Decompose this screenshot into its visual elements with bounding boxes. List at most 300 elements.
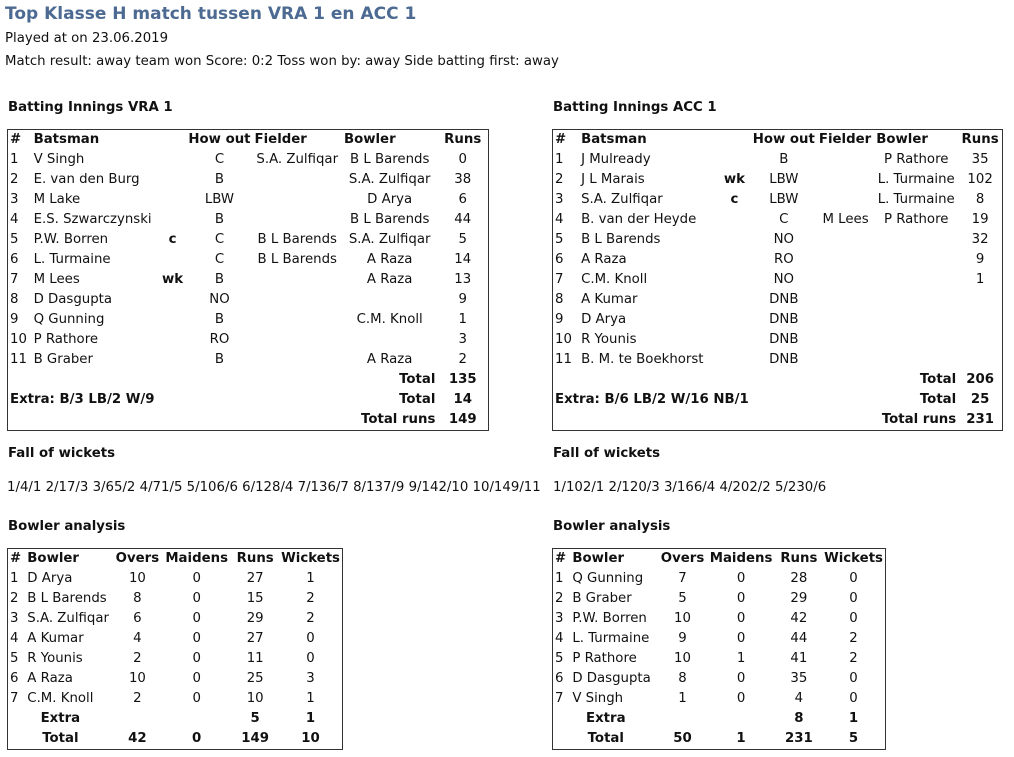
cell-bowler: P.W. Borren — [572, 611, 647, 626]
cell-runs: 5 — [458, 232, 467, 247]
cell-overs: 2 — [133, 651, 142, 666]
cell-batsman: V Singh — [33, 152, 85, 167]
cell-how-out: LBW — [769, 192, 799, 207]
cell-bowler: L. Turmaine — [877, 192, 955, 207]
cell-bowler: B L Barends — [349, 152, 430, 167]
cell-bowler — [874, 290, 958, 310]
fall-of-wickets-acc: 1/102/1 2/120/3 3/166/4 4/202/2 5/230/6 — [553, 480, 827, 495]
cell-how-out: B — [214, 352, 225, 367]
cell-wickets: 0 — [306, 631, 315, 646]
cell-batsman: C.M. Knoll — [581, 272, 648, 287]
cell-fielder — [253, 170, 342, 190]
bowler-row — [8, 589, 342, 609]
cell-how-out: DNB — [769, 312, 799, 327]
extras-text: Extra: B/3 LB/2 W/9 — [10, 392, 155, 407]
cell-runs: 35 — [971, 152, 989, 167]
col-header-num: # — [555, 132, 567, 147]
cell-batsman: D Dasgupta — [33, 292, 113, 307]
cell-how-out: B — [214, 272, 225, 287]
bowler-header-row — [8, 549, 342, 569]
cell-runs: 15 — [246, 591, 264, 606]
cell-num: 5 — [10, 651, 19, 666]
cell-num: 5 — [555, 651, 564, 666]
cell-batsman: Q Gunning — [33, 312, 105, 327]
bowler-row — [8, 649, 342, 669]
cell-maidens: 1 — [736, 651, 746, 666]
bowler-row — [8, 669, 342, 689]
batting-innings-heading-acc: Batting Innings ACC 1 — [553, 100, 717, 115]
cell-role — [718, 350, 751, 370]
cell-batsman: M Lees — [33, 272, 80, 287]
empty-cell — [659, 709, 707, 729]
batting-total-row — [8, 370, 488, 390]
cell-num: 6 — [10, 671, 19, 686]
col-header-maidens: Maidens — [709, 551, 773, 566]
fall-of-wickets-heading-vra: Fall of wickets — [8, 446, 116, 461]
extras-row — [553, 390, 1002, 410]
bowler-table-acc — [552, 548, 886, 750]
batting-header-row — [8, 130, 488, 150]
bowler-total-row — [553, 729, 885, 749]
cell-runs: 14 — [454, 252, 472, 267]
cell-how-out: C — [779, 212, 789, 227]
cell-runs: 8 — [975, 192, 985, 207]
cell-maidens: 0 — [736, 671, 746, 686]
cell-wickets: 0 — [306, 651, 315, 666]
cell-bowler: D Arya — [27, 571, 73, 586]
bowler-analysis-heading-acc: Bowler analysis — [553, 519, 671, 534]
cell-num: 2 — [555, 172, 564, 187]
cell-num: 2 — [10, 591, 19, 606]
extras-row — [8, 390, 488, 410]
cell-num: 6 — [555, 671, 564, 686]
cell-role — [718, 210, 751, 230]
cell-fielder — [817, 290, 874, 310]
cell-overs: 8 — [133, 591, 142, 606]
cell-num: 1 — [555, 571, 564, 586]
cell-role — [718, 270, 751, 290]
col-header-bowler: Bowler — [572, 551, 625, 566]
cell-bowler: R Younis — [27, 651, 83, 666]
cell-runs: 9 — [458, 292, 467, 307]
bowler-row — [553, 669, 885, 689]
cell-how-out: C — [214, 252, 225, 267]
cell-bowler: B L Barends — [27, 591, 107, 606]
bowler-extra-label: Extra — [586, 711, 626, 726]
bowler-total-overs: 42 — [128, 731, 147, 746]
cell-bowler: A Kumar — [27, 631, 84, 646]
cell-bowler: S.A. Zulfiqar — [348, 172, 431, 187]
cell-runs: 9 — [975, 252, 985, 267]
cell-fielder — [817, 270, 874, 290]
cell-batsman: A Raza — [581, 252, 627, 267]
cell-runs: 2 — [458, 352, 467, 367]
bowler-total-maidens: 1 — [736, 731, 746, 746]
col-header-overs: Overs — [660, 551, 705, 566]
cell-role — [159, 150, 187, 170]
cell-batsman: M Lake — [33, 192, 81, 207]
cell-num: 5 — [555, 232, 564, 247]
cell-fielder: B L Barends — [257, 252, 337, 267]
cell-batsman: B. M. te Boekhorst — [581, 352, 704, 367]
cell-fielder — [253, 190, 342, 210]
cell-runs — [958, 290, 1002, 310]
cell-num: 4 — [10, 631, 19, 646]
total-value: 135 — [448, 372, 477, 387]
cell-runs: 29 — [790, 591, 808, 606]
cell-bowler: A Raza — [366, 352, 413, 367]
cell-num: 4 — [555, 631, 564, 646]
cell-batsman: P.W. Borren — [33, 232, 109, 247]
batting-row — [553, 270, 1002, 290]
cell-wickets: 2 — [306, 611, 315, 626]
batting-row — [8, 350, 488, 370]
cell-maidens: 0 — [192, 671, 201, 686]
col-header-how-out: How out — [188, 132, 251, 147]
cell-maidens: 0 — [736, 571, 746, 586]
cell-overs: 7 — [678, 571, 687, 586]
cell-how-out: LBW — [204, 192, 235, 207]
bowler-row — [553, 569, 885, 589]
total-runs-row — [8, 410, 488, 430]
cell-wickets: 0 — [849, 671, 858, 686]
cell-role — [159, 210, 187, 230]
batting-row — [8, 170, 488, 190]
cell-runs: 32 — [971, 232, 989, 247]
col-header-bowler: Bowler — [27, 551, 79, 566]
match-result: Match result: away team won Score: 0:2 Toss won by: away Side batting first: away — [5, 54, 559, 69]
cell-wickets: 2 — [849, 631, 858, 646]
played-info: Played at on 23.06.2019 — [5, 31, 169, 46]
cell-runs: 27 — [246, 631, 264, 646]
cell-fielder — [817, 330, 874, 350]
cell-fielder — [817, 230, 874, 250]
batting-row — [8, 250, 488, 270]
cell-num: 3 — [10, 611, 19, 626]
cell-how-out: C — [214, 232, 225, 247]
bowler-total-row — [8, 729, 342, 749]
col-header-how-out: How out — [752, 132, 815, 147]
cell-bowler — [874, 350, 958, 370]
batting-row — [553, 210, 1002, 230]
cell-runs — [958, 310, 1002, 330]
cell-how-out: RO — [209, 332, 230, 347]
batting-row — [553, 310, 1002, 330]
cell-bowler: P Rathore — [572, 651, 637, 666]
cell-bowler — [342, 290, 437, 310]
cell-num: 7 — [555, 691, 564, 706]
bowler-total-overs: 50 — [673, 731, 692, 746]
cell-overs: 6 — [133, 611, 142, 626]
batting-row — [553, 350, 1002, 370]
batting-row — [553, 330, 1002, 350]
cell-role: c — [730, 192, 739, 207]
cell-batsman: L. Turmaine — [33, 252, 111, 267]
cell-runs: 10 — [246, 691, 264, 706]
batting-row — [553, 170, 1002, 190]
cell-role: wk — [723, 172, 745, 187]
extras-total-value: 25 — [970, 392, 990, 407]
cell-bowler: A Raza — [366, 272, 413, 287]
cell-maidens: 0 — [192, 591, 201, 606]
cell-num: 7 — [555, 272, 564, 287]
cell-how-out: DNB — [769, 332, 799, 347]
cell-overs: 1 — [678, 691, 687, 706]
cell-fielder — [253, 310, 342, 330]
cell-bowler: Q Gunning — [572, 571, 644, 586]
cell-how-out: C — [214, 152, 225, 167]
total-runs-value: 231 — [966, 412, 994, 427]
bowler-extra-runs: 5 — [250, 711, 260, 726]
col-header-role — [159, 130, 187, 150]
cell-num: 7 — [10, 691, 19, 706]
total-runs-label: Total runs — [361, 412, 436, 427]
cell-role — [159, 310, 187, 330]
bowler-row — [553, 609, 885, 629]
cell-num: 10 — [555, 332, 572, 347]
bowler-row — [553, 689, 885, 709]
cell-batsman: B L Barends — [581, 232, 661, 247]
batting-row — [553, 190, 1002, 210]
cell-how-out: B — [214, 312, 225, 327]
batting-innings-heading-vra: Batting Innings VRA 1 — [8, 100, 173, 115]
cell-bowler: D Dasgupta — [572, 671, 651, 686]
batting-row — [8, 190, 488, 210]
cell-bowler: L. Turmaine — [572, 631, 650, 646]
cell-runs: 44 — [790, 631, 808, 646]
cell-how-out: NO — [773, 272, 795, 287]
bowler-extra-runs: 8 — [794, 711, 804, 726]
cell-num: 6 — [10, 252, 19, 267]
cell-role — [718, 290, 751, 310]
cell-fielder: S.A. Zulfiqar — [256, 152, 339, 167]
cell-bowler: P Rathore — [883, 212, 949, 227]
cell-maidens: 0 — [736, 691, 746, 706]
col-header-batsman: Batsman — [581, 132, 647, 147]
cell-runs: 1 — [975, 272, 985, 287]
cell-overs: 9 — [678, 631, 687, 646]
cell-num: 9 — [10, 312, 19, 327]
cell-fielder: B L Barends — [257, 232, 337, 247]
cell-bowler — [874, 250, 958, 270]
cell-batsman: E.S. Szwarczynski — [33, 212, 152, 227]
cell-maidens: 0 — [192, 571, 201, 586]
cell-batsman: D Arya — [581, 312, 627, 327]
col-header-bowler: Bowler — [343, 132, 396, 147]
cell-role — [718, 230, 751, 250]
cell-runs: 29 — [246, 611, 264, 626]
cell-num: 11 — [555, 352, 572, 367]
cell-runs: 1 — [458, 312, 467, 327]
cell-bowler: A Raza — [366, 252, 413, 267]
cell-overs: 8 — [678, 671, 687, 686]
cell-runs — [958, 350, 1002, 370]
cell-batsman: S.A. Zulfiqar — [581, 192, 663, 207]
cell-runs: 102 — [967, 172, 993, 187]
col-header-overs: Overs — [115, 551, 160, 566]
cell-runs: 3 — [458, 332, 467, 347]
cell-how-out: LBW — [769, 172, 799, 187]
cell-role — [718, 310, 751, 330]
total-value: 206 — [966, 372, 994, 387]
cell-batsman: P Rathore — [33, 332, 99, 347]
cell-runs: 25 — [246, 671, 264, 686]
col-header-num: # — [10, 551, 22, 566]
batting-row — [553, 150, 1002, 170]
cell-how-out: B — [214, 172, 225, 187]
bowler-extra-wickets: 1 — [305, 711, 316, 726]
bowler-row — [553, 649, 885, 669]
cell-maidens: 0 — [192, 631, 201, 646]
cell-bowler: C.M. Knoll — [27, 691, 94, 706]
cell-num: 1 — [555, 152, 564, 167]
batting-row — [553, 250, 1002, 270]
batting-row — [8, 230, 488, 250]
cell-wickets: 0 — [849, 571, 858, 586]
bowler-header-row — [553, 549, 885, 569]
batting-table-vra — [7, 129, 489, 431]
col-header-num: # — [10, 132, 22, 147]
cell-batsman: E. van den Burg — [33, 172, 140, 187]
cell-runs: 27 — [246, 571, 264, 586]
cell-runs: 6 — [458, 192, 467, 207]
col-header-fielder: Fielder — [818, 132, 872, 147]
cell-how-out: RO — [773, 252, 794, 267]
batting-row — [8, 290, 488, 310]
cell-role — [159, 190, 187, 210]
bowler-extra-row — [553, 709, 885, 729]
total-runs-value: 149 — [448, 412, 477, 427]
cell-role: wk — [162, 272, 184, 287]
cell-overs: 10 — [674, 651, 691, 666]
cell-fielder — [253, 210, 342, 230]
bowler-total-label: Total — [42, 731, 79, 746]
empty-cell — [162, 709, 231, 729]
cell-maidens: 0 — [736, 631, 746, 646]
cell-wickets: 0 — [849, 591, 858, 606]
total-label: Total — [919, 372, 957, 387]
cell-fielder — [817, 250, 874, 270]
batting-row — [8, 150, 488, 170]
fall-of-wickets-heading-acc: Fall of wickets — [553, 446, 661, 461]
cell-fielder — [817, 170, 874, 190]
cell-runs: 44 — [454, 212, 472, 227]
empty-cell — [113, 709, 162, 729]
cell-bowler: S.A. Zulfiqar — [348, 232, 431, 247]
col-header-runs: Runs — [961, 132, 999, 147]
cell-bowler: P Rathore — [883, 152, 949, 167]
cell-wickets: 2 — [306, 591, 315, 606]
col-header-fielder: Fielder — [254, 132, 307, 147]
cell-wickets: 2 — [849, 651, 858, 666]
batting-total-row — [553, 370, 1002, 390]
batting-row — [8, 330, 488, 350]
cell-how-out: NO — [773, 232, 795, 247]
cell-role — [159, 290, 187, 310]
batting-row — [553, 290, 1002, 310]
cell-bowler — [342, 330, 437, 350]
bowler-row — [8, 569, 342, 589]
cell-overs: 2 — [133, 691, 142, 706]
cell-num: 8 — [10, 292, 19, 307]
bowler-total-runs: 231 — [784, 731, 813, 746]
cell-how-out: B — [214, 212, 225, 227]
batting-table-acc — [552, 129, 1003, 431]
cell-maidens: 0 — [736, 611, 746, 626]
cell-role — [718, 330, 751, 350]
cell-runs: 38 — [454, 172, 472, 187]
cell-role — [159, 170, 187, 190]
col-header-bowler: Bowler — [876, 132, 928, 147]
cell-fielder — [253, 290, 342, 310]
cell-num: 5 — [10, 232, 19, 247]
col-header-num: # — [555, 551, 567, 566]
col-header-runs: Runs — [444, 132, 482, 147]
bowler-extra-label: Extra — [40, 711, 81, 726]
col-header-wickets: Wickets — [281, 551, 340, 566]
col-header-role — [718, 130, 751, 150]
cell-num: 8 — [555, 292, 564, 307]
batting-row — [553, 230, 1002, 250]
total-runs-row — [553, 410, 1002, 430]
extras-total-label: Total — [919, 392, 957, 407]
cell-num: 3 — [555, 611, 564, 626]
cell-role — [159, 330, 187, 350]
cell-overs: 10 — [128, 571, 146, 586]
cell-runs: 41 — [790, 651, 808, 666]
bowler-extra-row — [8, 709, 342, 729]
batting-header-row — [553, 130, 1002, 150]
cell-batsman: A Kumar — [581, 292, 638, 307]
bowler-row — [553, 589, 885, 609]
cell-wickets: 1 — [306, 691, 315, 706]
bowler-total-runs: 149 — [241, 731, 270, 746]
cell-num: 7 — [10, 272, 19, 287]
cell-how-out: NO — [209, 292, 230, 307]
fall-of-wickets-vra: 1/4/1 2/17/3 3/65/2 4/71/5 5/106/6 6/128/4 7/136/7 8/137/9 9/142/10 10/149/11 — [7, 480, 541, 495]
cell-maidens: 0 — [192, 691, 201, 706]
cell-num: 4 — [10, 212, 19, 227]
bowler-row — [553, 629, 885, 649]
cell-bowler: A Raza — [27, 671, 73, 686]
cell-runs: 35 — [790, 671, 808, 686]
cell-runs: 19 — [971, 212, 989, 227]
cell-overs: 5 — [678, 591, 687, 606]
cell-batsman: J L Marais — [581, 172, 645, 187]
cell-bowler: D Arya — [367, 192, 413, 207]
cell-bowler — [874, 230, 958, 250]
bowler-total-label: Total — [587, 731, 624, 746]
cell-bowler — [874, 270, 958, 290]
cell-num: 2 — [10, 172, 19, 187]
cell-runs: 11 — [246, 651, 264, 666]
cell-maidens: 0 — [192, 651, 201, 666]
cell-runs: 42 — [790, 611, 808, 626]
cell-fielder: M Lees — [822, 212, 869, 227]
cell-bowler — [874, 330, 958, 350]
col-header-wickets: Wickets — [824, 551, 883, 566]
cell-wickets: 0 — [849, 691, 858, 706]
bowler-table-vra — [7, 548, 343, 750]
cell-bowler: L. Turmaine — [877, 172, 955, 187]
cell-how-out: DNB — [769, 292, 799, 307]
cell-runs — [958, 330, 1002, 350]
cell-num: 4 — [555, 212, 564, 227]
extras-text: Extra: B/6 LB/2 W/16 NB/1 — [555, 392, 749, 407]
extras-total-label: Total — [399, 392, 436, 407]
cell-maidens: 0 — [192, 611, 201, 626]
cell-bowler: V Singh — [572, 691, 624, 706]
